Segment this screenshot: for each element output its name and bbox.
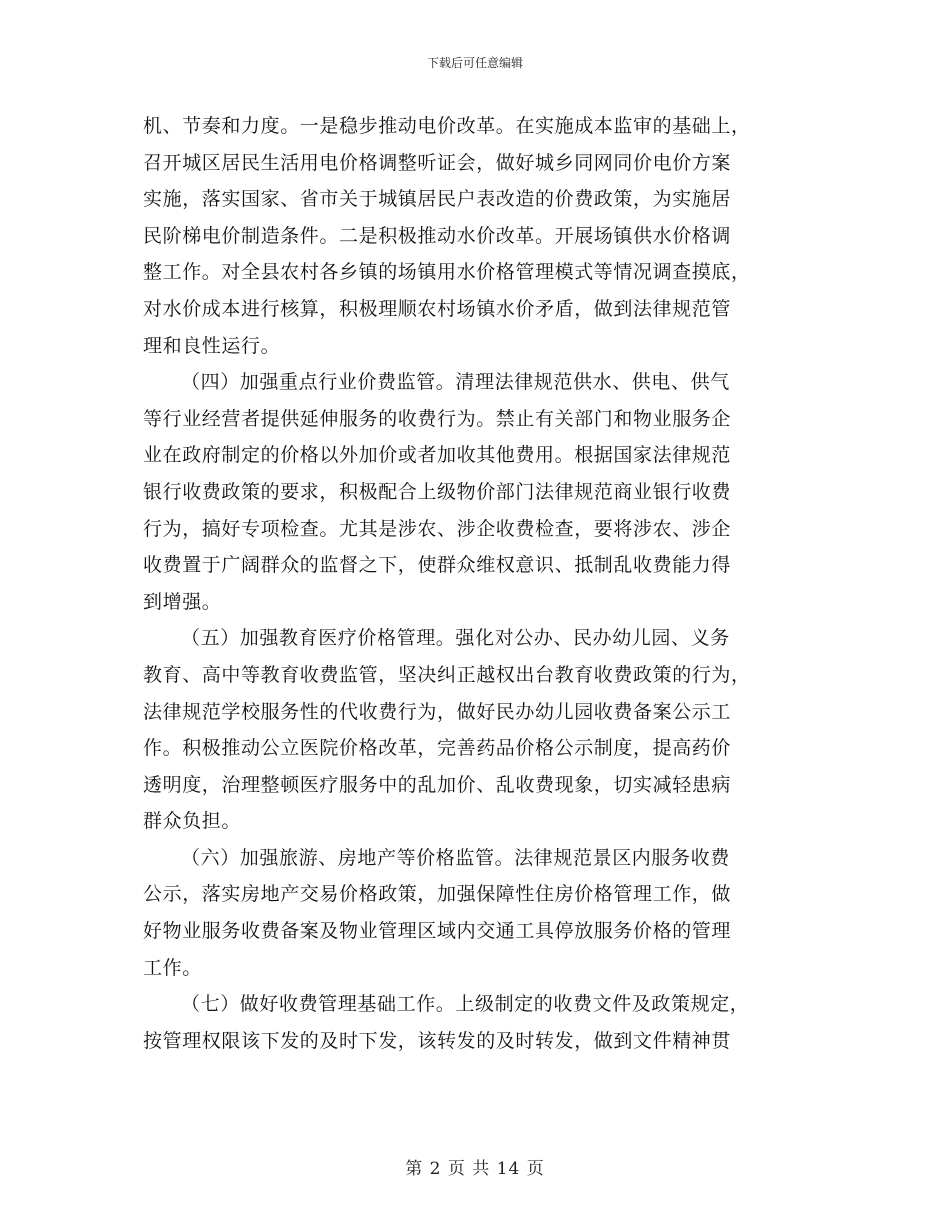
text-line: 教育、高中等教育收费监管，坚决纠正越权出台教育收费政策的行为， (143, 663, 751, 686)
page-header: 下载后可任意编辑 (426, 56, 523, 70)
text-line: 行为，搞好专项检查。尤其是涉农、涉企收费检查，要将涉农、涉企 (143, 517, 732, 540)
text-line: 好物业服务收费备案及物业管理区域内交通工具停放服务价格的管理 (143, 920, 732, 943)
text-line: 召开城区居民生活用电价格调整听证会，做好城乡同网同价电价方案 (143, 151, 732, 174)
text-line: 整工作。对全县农村各乡镇的场镇用水价格管理模式等情况调查摸底， (143, 261, 751, 284)
text-line: 实施，落实国家、省市关于城镇居民户表改造的价费政策，为实施居 (143, 188, 732, 211)
paragraph-start-line: （六）加强旅游、房地产等价格监管。法律规范景区内服务收费 (181, 846, 730, 869)
text-line: 法律规范学校服务性的代收费行为，做好民办幼儿园收费备案公示工 (143, 700, 732, 723)
text-line: 按管理权限该下发的及时下发，该转发的及时转发，做到文件精神贯 (143, 1029, 732, 1052)
text-line: 业在政府制定的价格以外加价或者加收其他费用。根据国家法律规范 (143, 444, 732, 467)
paragraph-start-line: （七）做好收费管理基础工作。上级制定的收费文件及政策规定， (181, 993, 750, 1016)
text-line: 公示，落实房地产交易价格政策，加强保障性住房价格管理工作，做 (143, 883, 732, 906)
text-line: 对水价成本进行核算，积极理顺农村场镇水价矛盾，做到法律规范管 (143, 297, 732, 320)
text-line: 银行收费政策的要求，积极配合上级物价部门法律规范商业银行收费 (143, 480, 732, 503)
text-line: 理和良性运行。 (143, 334, 281, 357)
paragraph-start-line: （四）加强重点行业价费监管。清理法律规范供水、供电、供气 (181, 371, 730, 394)
text-line: 群众负担。 (143, 810, 242, 833)
document-body (143, 108, 808, 1059)
text-line: 作。积极推动公立医院价格改革，完善药品价格公示制度，提高药价 (143, 737, 732, 760)
text-line: 到增强。 (143, 590, 222, 613)
text-line: 等行业经营者提供延伸服务的收费行为。禁止有关部门和物业服务企 (143, 407, 732, 430)
text-line: 透明度，治理整顿医疗服务中的乱加价、乱收费现象，切实减轻患病 (143, 773, 732, 796)
text-line: 工作。 (143, 956, 202, 979)
text-line: 机、节奏和力度。一是稳步推动电价改革。在实施成本监审的基础上， (143, 115, 751, 137)
paragraph-start-line: （五）加强教育医疗价格管理。强化对公办、民办幼儿园、义务 (181, 627, 730, 650)
text-line: 收费置于广阔群众的监督之下，使群众维权意识、抵制乱收费能力得 (143, 554, 732, 577)
page-footer: 第 2 页 共 14 页 (405, 1159, 545, 1179)
text-line: 民阶梯电价制造条件。二是积极推动水价改革。开展场镇供水价格调 (143, 224, 732, 247)
